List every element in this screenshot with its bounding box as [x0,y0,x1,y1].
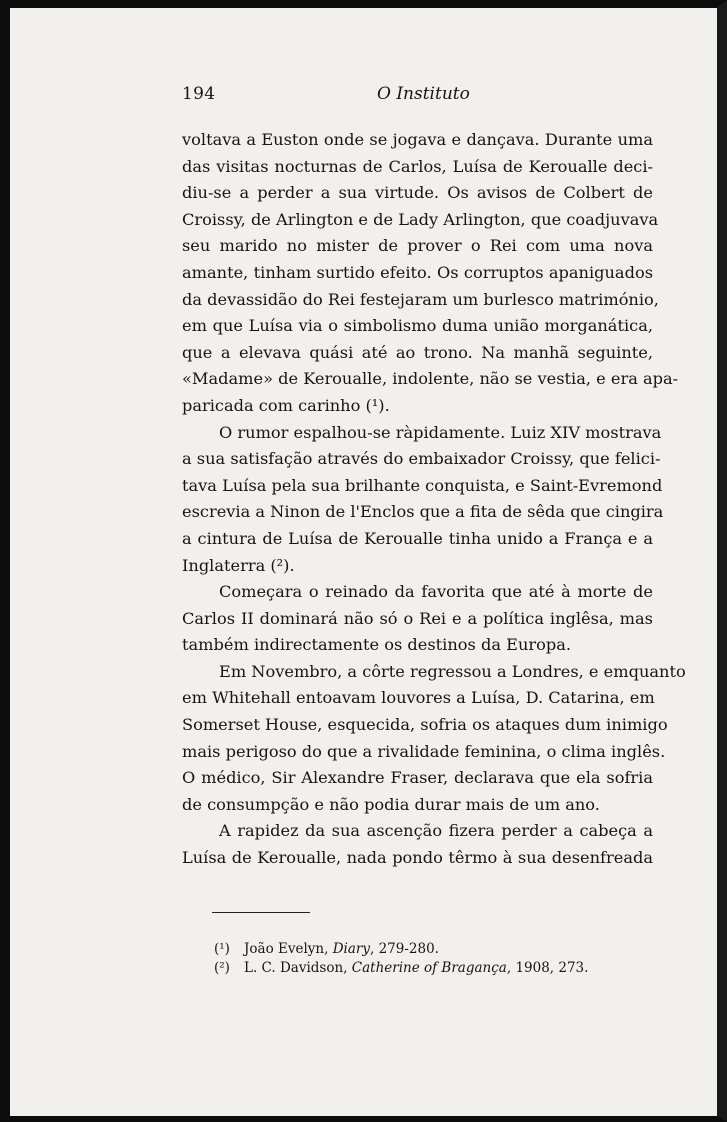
text-line: da devassidão do Rei festejaram um burlesco matrimónio, [182,289,659,309]
text-line: Em Novembro, a côrte regressou a Londres, e emquanto [219,661,686,681]
text-line: a cintura de Luísa de Keroualle tinha unido a França e a [182,528,653,548]
page-number: 194 [182,84,216,104]
running-title: O Instituto [377,84,470,104]
text-line: A rapidez da sua ascenção fizera perder a cabeça a [219,821,653,841]
text-line: tava Luísa pela sua brilhante conquista, e Saint-Evremond [182,475,663,495]
text-line: em Whitehall entoavam louvores a Luísa, D. Catarina, em [182,688,655,708]
text-line: voltava a Euston onde se jogava e dançava. Durante uma [182,130,653,149]
text-line: «Madame» de Keroualle, indolente, não se vestia, e era apa- [182,369,679,389]
text-line: também indirectamente os destinos da Europa. [182,635,572,655]
footnote-author: L. C. Davidson, [244,959,352,976]
text-line: diu-se a perder a sua virtude. Os avisos de Colbert de [182,183,653,203]
footnote-marker: (¹) [214,940,230,957]
text-line: Croissy, de Arlington e de Lady Arlington, que coadjuvava [182,209,659,229]
running-head [182,80,653,110]
footnote-author: João Evelyn, [244,940,333,957]
text-line: em que Luísa via o simbolismo duma união morganática, [182,316,653,336]
text-line: a sua satisfação através do embaixador Croissy, que felici- [182,449,661,469]
body-text [182,127,686,872]
footnote-work-title: Diary [332,940,370,957]
text-line: que a elevava quási até ao trono. Na manhã seguinte, [182,342,653,362]
footnote-pages: , 279-280. [369,940,439,957]
text-line: paricada com carinho (¹). [182,395,390,415]
footnote-divider [212,912,310,913]
footnotes [214,940,653,978]
text-line: Somerset House, esquecida, sofria os ataques dum inimigo [182,715,668,735]
text-line: amante, tinham surtido efeito. Os corruptos apaniguados [182,262,653,282]
text-line: Carlos II dominará não só o Rei e a política inglêsa, mas [182,608,653,628]
footnote-pages: , 1908, 273. [506,959,589,976]
text-line: das visitas nocturnas de Carlos, Luísa de Keroualle deci- [182,156,653,176]
text-line: Inglaterra (²). [182,555,295,575]
text-line: Luísa de Keroualle, nada pondo têrmo à sua desenfreada [182,848,653,868]
page-content [182,80,686,978]
footnote-1 [214,940,653,959]
footnote-marker: (²) [214,959,230,976]
footnote-work-title: Catherine of Bragança [351,959,507,976]
text-line: mais perigoso do que a rivalidade feminina, o clima inglês. [182,741,666,761]
text-line: O médico, Sir Alexandre Fraser, declarava que ela sofria [182,768,653,788]
text-line: O rumor espalhou-se ràpidamente. Luiz XIV mostrava [219,422,662,442]
text-line: Começara o reinado da favorita que até à morte de [219,582,653,602]
text-line: seu marido no mister de prover o Rei com uma nova [182,236,653,256]
text-line: escrevia a Ninon de l'Enclos que a fita de sêda que cingira [182,502,664,522]
text-line: de consumpção e não podia durar mais de um ano. [182,794,600,814]
footnote-2 [214,959,653,978]
